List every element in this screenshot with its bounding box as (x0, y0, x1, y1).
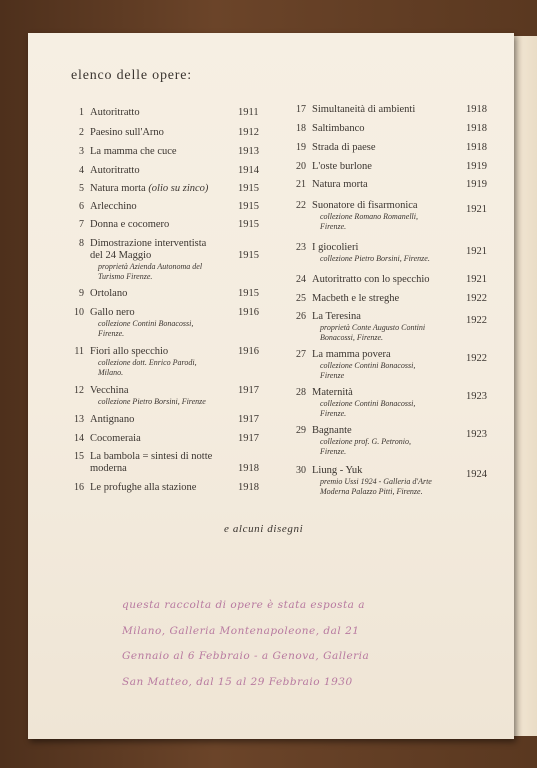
work-title: Paesino sull'Arno (90, 127, 164, 138)
work-entry (296, 179, 487, 191)
work-title: Cocomeraia (90, 433, 141, 444)
work-title: Donna e cocomero (90, 219, 170, 230)
work-title: Saltimbanco (312, 123, 365, 134)
work-year: 1922 (466, 353, 487, 364)
work-year: 1913 (238, 146, 259, 157)
work-year: 1922 (466, 315, 487, 326)
work-entry (79, 107, 259, 119)
work-entry (79, 127, 259, 139)
work-year: 1915 (238, 250, 259, 261)
work-provenance: proprietà Conte Augusto Contini (320, 323, 426, 332)
work-number: 16 (74, 482, 84, 493)
work-title: Simultaneità di ambienti (312, 104, 416, 115)
work-title: Maternità (312, 387, 353, 398)
work-title: La mamma che cuce (90, 146, 177, 157)
work-number: 1 (79, 107, 84, 118)
work-year: 1921 (466, 204, 487, 215)
work-number: 30 (296, 465, 306, 476)
work-number: 12 (74, 385, 84, 396)
exhibition-line: questa raccolta di opere è stata esposta a (122, 599, 366, 611)
work-number: 7 (79, 219, 84, 230)
work-title: Natura morta (312, 179, 368, 190)
work-number: 27 (296, 349, 306, 360)
work-entry (79, 201, 259, 213)
work-year: 1923 (466, 429, 487, 440)
catalog-page (28, 33, 514, 739)
work-year: 1915 (238, 219, 259, 230)
work-year: 1914 (238, 165, 259, 176)
work-entry (79, 165, 259, 177)
work-title: Ortolano (90, 288, 128, 299)
work-year: 1919 (466, 179, 487, 190)
work-year: 1915 (238, 201, 259, 212)
work-entry (74, 451, 259, 475)
work-title-cont: moderna (90, 463, 127, 474)
exhibition-line: San Matteo, dal 15 al 29 Febbraio 1930 (122, 675, 353, 688)
work-provenance: Firenze. (320, 221, 347, 231)
work-title: Fiori allo specchio (90, 346, 169, 357)
work-year: 1915 (238, 183, 259, 194)
work-number: 22 (296, 200, 306, 211)
work-year: 1917 (238, 385, 259, 396)
work-provenance: collezione prof. G. Petronio, (320, 437, 411, 446)
work-title: Vecchina (90, 385, 129, 396)
work-number: 18 (296, 123, 306, 134)
work-title: I giocolieri (312, 242, 359, 253)
work-number: 13 (74, 414, 84, 425)
work-title: Strada di paese (312, 142, 376, 153)
work-title-cont: del 24 Maggio (90, 250, 152, 261)
work-provenance: Firenze. (320, 446, 347, 456)
work-title: Le profughe alla stazione (90, 482, 197, 493)
work-number: 21 (296, 179, 306, 190)
work-entry (296, 242, 487, 264)
work-title: L'oste burlone (312, 161, 372, 172)
work-year: 1918 (466, 104, 487, 115)
work-title: Dimostrazione interventista (90, 238, 207, 249)
work-year: 1916 (238, 346, 259, 357)
work-title: La bambola = sintesi di notte (90, 451, 213, 462)
work-provenance: Milano. (98, 367, 124, 377)
work-number: 17 (296, 104, 306, 115)
work-number: 5 (79, 183, 84, 194)
work-title: Natura morta (90, 183, 146, 194)
work-number: 3 (79, 146, 84, 157)
work-entry (74, 482, 259, 494)
work-provenance: collezione Romano Romanelli, (320, 212, 418, 221)
work-year: 1911 (238, 107, 259, 118)
drawings-note: e alcuni disegni (224, 523, 304, 535)
work-provenance: collezione Pietro Borsini, Firenze. (320, 254, 430, 263)
work-entry (79, 288, 259, 300)
work-year: 1916 (238, 307, 259, 318)
work-provenance: premio Ussi 1924 - Galleria d'Arte (320, 477, 432, 486)
work-entry (79, 238, 259, 281)
work-entry (296, 387, 487, 418)
work-number: 10 (74, 307, 84, 318)
work-title: Liung - Yuk (312, 465, 363, 476)
work-entry (296, 465, 487, 496)
work-year: 1915 (238, 288, 259, 299)
work-entry (296, 142, 487, 154)
work-number: 4 (79, 165, 84, 176)
work-number: 11 (74, 346, 84, 357)
work-provenance: collezione Contini Bonacossi, (98, 319, 194, 328)
exhibition-note (122, 593, 442, 695)
work-title: Gallo nero (90, 307, 135, 318)
work-entry (79, 219, 259, 231)
work-number: 29 (296, 425, 306, 436)
work-provenance: Firenze (320, 370, 345, 380)
work-title: Suonatore di fisarmonica (312, 200, 418, 211)
work-provenance: Firenze. (320, 408, 347, 418)
work-title: Autoritratto (90, 165, 140, 176)
work-title: Autoritratto (90, 107, 140, 118)
work-entry (296, 274, 487, 286)
work-number: 9 (79, 288, 84, 299)
work-number: 26 (296, 311, 306, 322)
work-title: Autoritratto con lo specchio (312, 274, 430, 285)
work-year: 1919 (466, 161, 487, 172)
work-entry (74, 385, 259, 407)
work-medium: (olio su zinco) (148, 183, 209, 194)
work-provenance: Bonacossi, Firenze. (320, 332, 384, 342)
work-number: 14 (74, 433, 84, 444)
work-number: 24 (296, 274, 306, 285)
work-entry (79, 183, 259, 195)
work-number: 23 (296, 242, 306, 253)
work-title: La Teresina (312, 311, 361, 322)
work-year: 1917 (238, 414, 259, 425)
work-year: 1923 (466, 391, 487, 402)
work-title: La mamma povera (312, 349, 391, 360)
work-provenance: Turismo Firenze. (98, 271, 153, 281)
work-number: 8 (79, 238, 84, 249)
work-number: 2 (79, 127, 84, 138)
work-number: 28 (296, 387, 306, 398)
work-provenance: proprietà Azienda Autonoma del (98, 262, 203, 271)
work-provenance: Moderna Palazzo Pitti, Firenze. (320, 486, 423, 496)
work-year: 1918 (466, 123, 487, 134)
work-title: Macbeth e le streghe (312, 293, 400, 304)
work-provenance: collezione Contini Bonacossi, (320, 399, 416, 408)
work-year: 1918 (238, 463, 259, 474)
work-entry (296, 200, 487, 231)
work-entry (74, 414, 259, 426)
work-year: 1917 (238, 433, 259, 444)
work-number: 20 (296, 161, 306, 172)
exhibition-line: Gennaio al 6 Febbraio - a Genova, Galleria (122, 650, 370, 662)
work-year: 1921 (466, 246, 487, 257)
work-year: 1918 (238, 482, 259, 493)
work-year: 1922 (466, 293, 487, 304)
work-title: Bagnante (312, 425, 352, 436)
work-year: 1921 (466, 274, 487, 285)
work-entry (296, 293, 487, 305)
work-entry (296, 349, 487, 380)
work-number: 15 (74, 451, 84, 462)
page-heading: elenco delle opere: (71, 68, 192, 83)
work-entry (296, 104, 487, 116)
work-entry (74, 433, 259, 445)
work-number: 25 (296, 293, 306, 304)
work-provenance: collezione dott. Enrico Parodi, (98, 358, 197, 367)
work-title: Antignano (90, 414, 135, 425)
work-year: 1918 (466, 142, 487, 153)
work-provenance: Firenze. (98, 328, 125, 338)
work-year: 1912 (238, 127, 259, 138)
work-entry (296, 123, 487, 135)
work-title: Arlecchino (90, 201, 137, 212)
work-year: 1924 (466, 469, 487, 480)
work-provenance: collezione Pietro Borsini, Firenze (98, 397, 206, 406)
work-entry (296, 311, 487, 342)
work-number: 6 (79, 201, 84, 212)
work-number: 19 (296, 142, 306, 153)
work-entry (74, 307, 259, 338)
work-entry (79, 146, 259, 158)
work-entry (296, 425, 487, 456)
work-entry (74, 346, 259, 377)
work-provenance: collezione Contini Bonacossi, (320, 361, 416, 370)
work-entry (296, 161, 487, 173)
exhibition-line: Milano, Galleria Montenapoleone, dal 21 (122, 624, 360, 637)
